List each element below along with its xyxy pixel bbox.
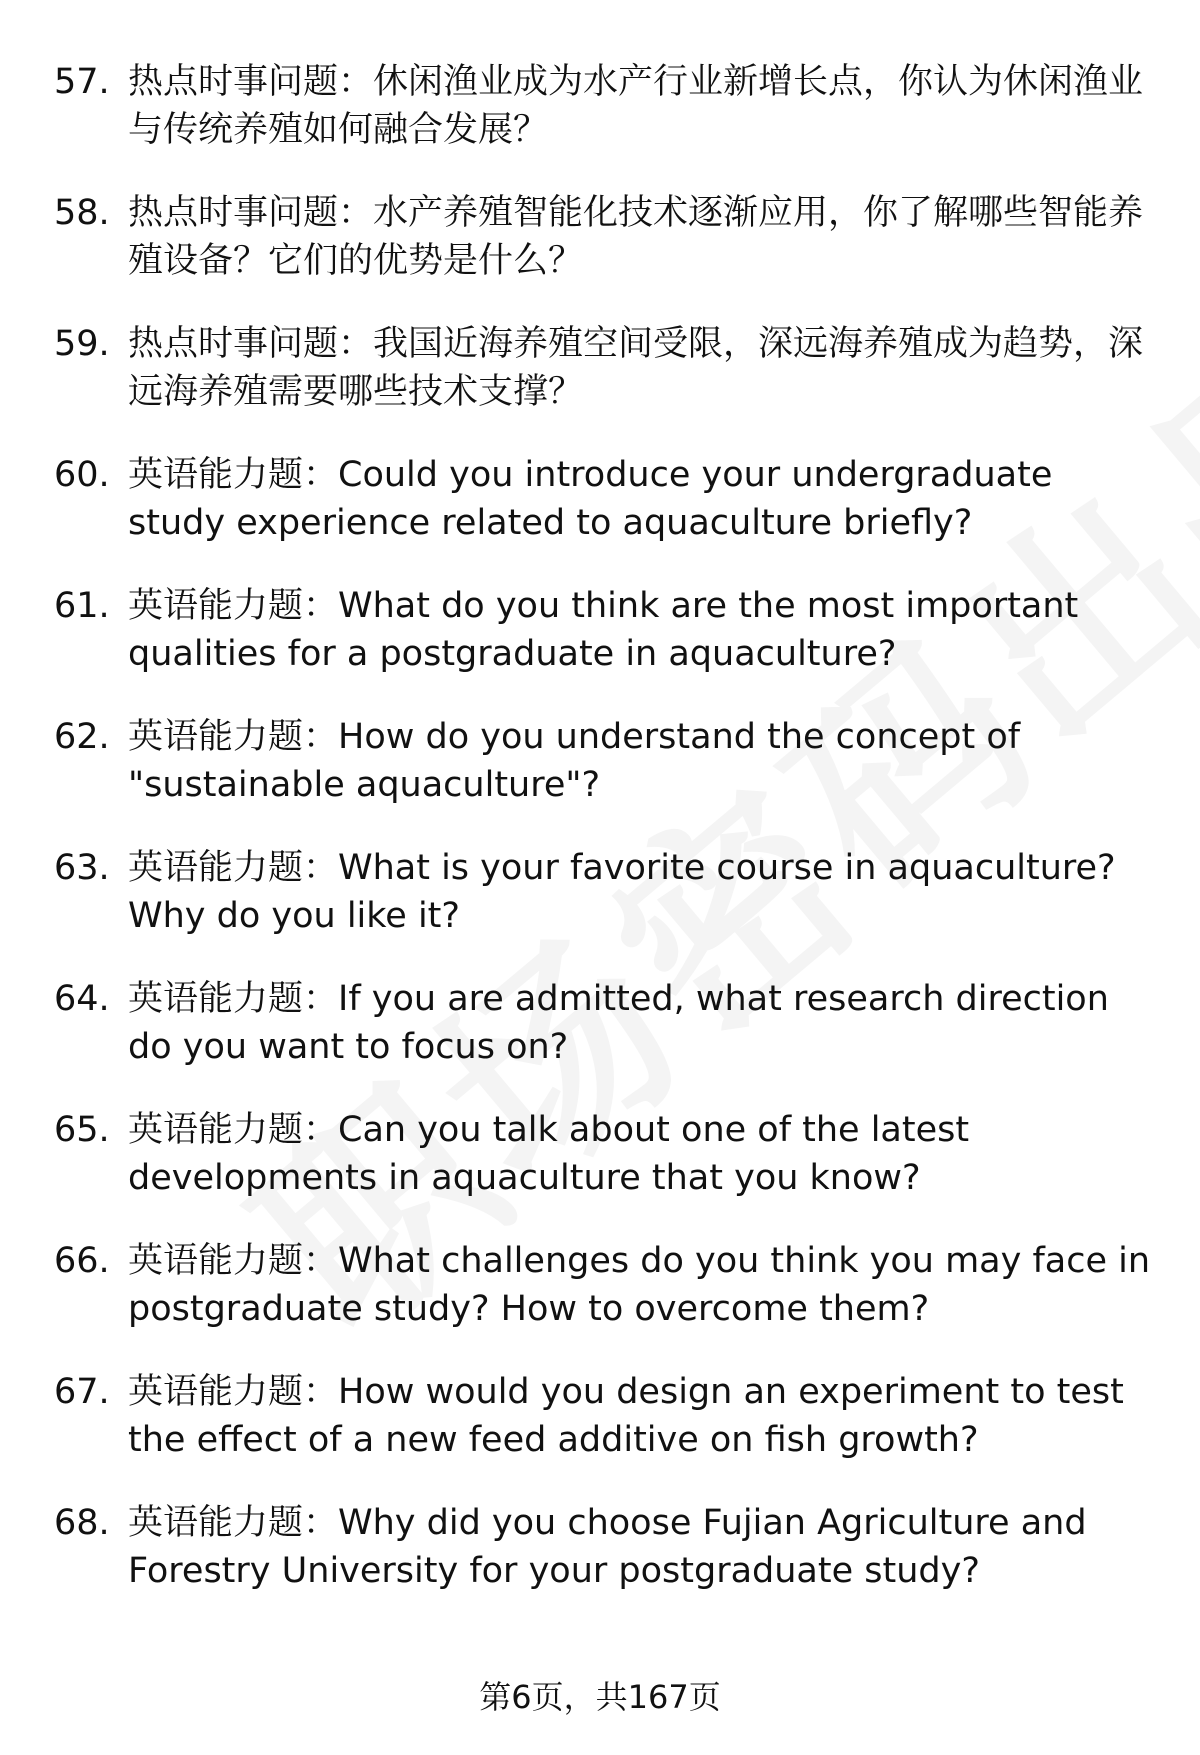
question-number: 63. — [54, 848, 110, 888]
question-list — [0, 58, 1200, 1630]
question-number: 62. — [54, 717, 110, 757]
list-item — [0, 451, 1200, 582]
list-item — [0, 713, 1200, 844]
question-number: 59. — [54, 324, 110, 364]
question-text: 英语能力题：Why did you choose Fujian Agriculture and Forestry University for your postgraduate study? — [128, 1503, 1087, 1591]
question-number: 57. — [54, 62, 110, 102]
question-number: 60. — [54, 455, 110, 495]
list-item — [0, 1237, 1200, 1368]
question-number: 61. — [54, 586, 110, 626]
question-number: 66. — [54, 1241, 110, 1281]
page-footer: 第6页，共167页 — [479, 1678, 721, 1716]
question-text: 英语能力题：How do you understand the concept of "sustainable aquaculture"? — [128, 717, 1021, 805]
question-text: 英语能力题：What is your favorite course in aquaculture? Why do you like it? — [128, 848, 1116, 936]
list-item — [0, 975, 1200, 1106]
question-text: 英语能力题：Can you talk about one of the latest developments in aquaculture that you know? — [128, 1110, 970, 1198]
list-item — [0, 189, 1200, 320]
question-text: 英语能力题：If you are admitted, what research direction do you want to focus on? — [128, 979, 1109, 1067]
list-item — [0, 1368, 1200, 1499]
question-text: 英语能力题：What challenges do you think you may face in postgraduate study? How to overcome them? — [128, 1241, 1151, 1329]
question-number: 68. — [54, 1503, 110, 1543]
question-text: 英语能力题：How would you design an experiment to test the effect of a new feed additive on fish growth? — [128, 1372, 1124, 1460]
list-item — [0, 320, 1200, 451]
question-number: 65. — [54, 1110, 110, 1150]
question-text: 热点时事问题：我国近海养殖空间受限，深远海养殖成为趋势，深远海养殖需要哪些技术支撑？ — [128, 324, 1144, 412]
question-text: 英语能力题：Could you introduce your undergraduate study experience related to aquaculture briefly? — [128, 455, 1053, 543]
list-item — [0, 58, 1200, 189]
question-number: 67. — [54, 1372, 110, 1412]
question-number: 58. — [54, 193, 110, 233]
question-text: 英语能力题：What do you think are the most important qualities for a postgraduate in aquaculture? — [128, 586, 1079, 674]
list-item — [0, 582, 1200, 713]
question-number: 64. — [54, 979, 110, 1019]
question-text: 热点时事问题：水产养殖智能化技术逐渐应用，你了解哪些智能养殖设备？它们的优势是什么？ — [128, 193, 1144, 281]
list-item — [0, 844, 1200, 975]
list-item — [0, 1499, 1200, 1630]
list-item — [0, 1106, 1200, 1237]
question-text: 热点时事问题：休闲渔业成为水产行业新增长点，你认为休闲渔业与传统养殖如何融合发展？ — [128, 62, 1144, 150]
